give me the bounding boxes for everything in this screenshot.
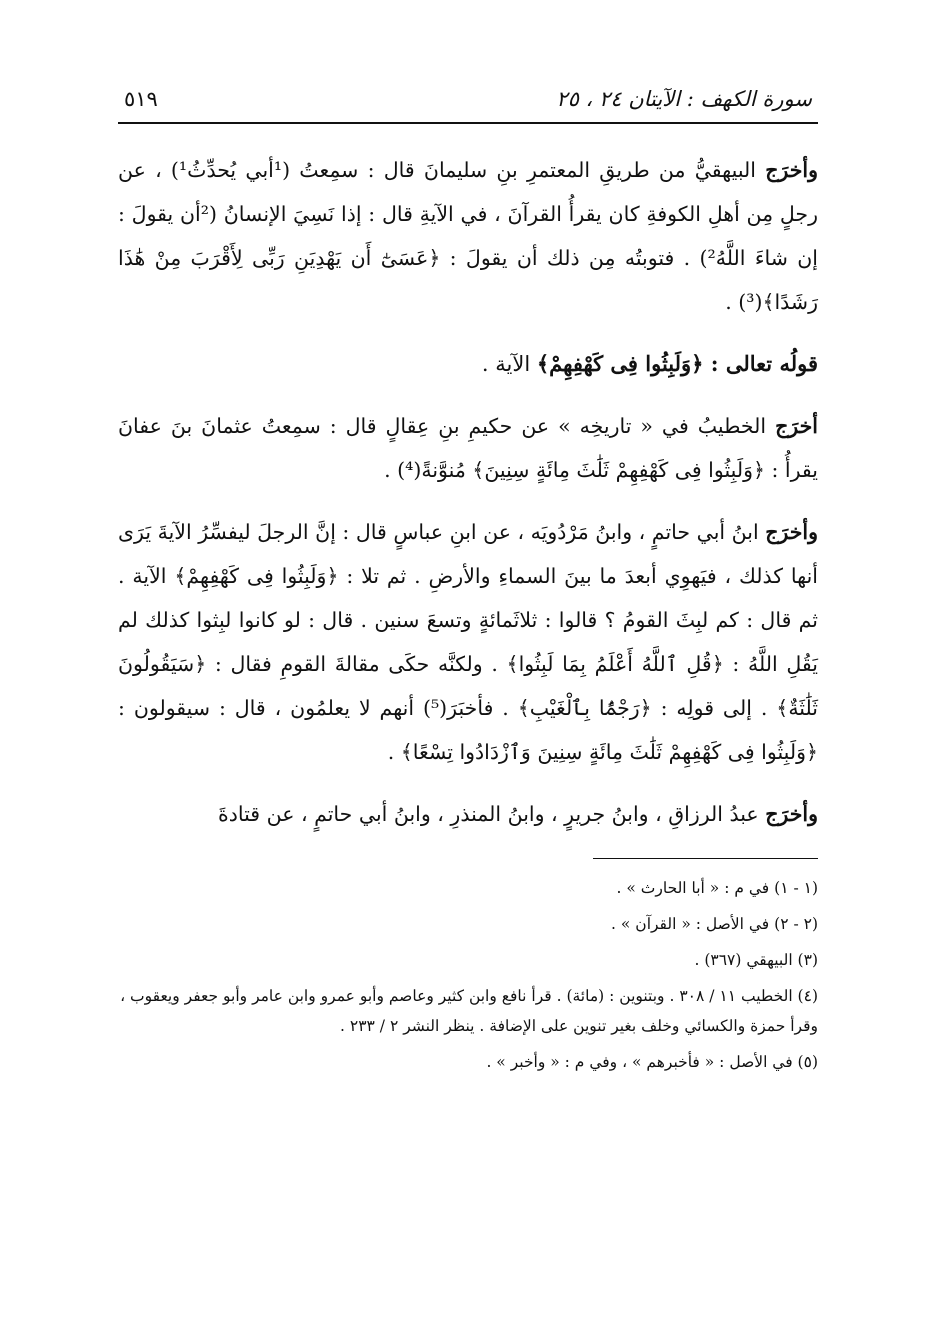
- footnote-separator: [593, 858, 818, 859]
- header-rule: [118, 122, 818, 124]
- paragraph-text: البيهقيُّ من طريقِ المعتمرِ بنِ سليمانَ قال : سمِعتُ (¹أبي يُحدِّثُ¹) ، عن رجلٍ مِن أهلِ الكوفةِ كان يقرأُ القرآنَ ، في الآيةِ قال : إذا نَسِيَ الإنسانُ (²أن يقولَ : إن شاءَ اللَّهُ²) . فتوبتُه مِن ذلك أن يقولَ : ﴿عَسَىٰٓ أَن يَهْدِيَنِ رَبِّى لِأَقْرَبَ مِنْ هَٰذَا رَشَدًا﴾(³) .: [118, 158, 818, 314]
- running-title: سورة الكهف : الآيتان ٢٤ ، ٢٥: [556, 87, 812, 111]
- paragraph-lead: وأخرَج: [765, 802, 818, 826]
- paragraph-text: الخطيبُ في « تاريخِه » عن حكيمِ بنِ عِقالٍ قال : سمِعتُ عثمانَ بنَ عفانَ يقرأُ : ﴿وَلَبِثُوا فِى كَهْفِهِمْ ثَلَٰثَ مِائَةٍ سِنِينَ﴾ مُنوَّنةً(⁴) .: [118, 414, 818, 482]
- paragraph-1: [118, 148, 818, 324]
- footnote-4: (٤) الخطيب ١١ / ٣٠٨ . وبتنوين : (مائة) . قرأ نافع وابن كثير وعاصم وأبو عمرو وابن عامر وأبو جعفر ويعقوب ، وقرأ حمزة والكسائي وخلف بغير تنوين على الإضافة . ينظر النشر ٢ / ٢٣٣ .: [120, 987, 818, 1035]
- verse-heading-text: قولُه تعالى : ﴿وَلَبِثُوا فِى كَهْفِهِمْ﴾: [536, 351, 818, 376]
- footnote-2: (٢ - ٢) في الأصل : « القرآن » .: [611, 915, 818, 933]
- book-page: [118, 70, 818, 1320]
- paragraph-text: ابنُ أبي حاتمٍ ، وابنُ مَرْدُويَه ، عن ابنِ عباسٍ قال : إنَّ الرجلَ ليفسِّرُ الآيةَ يَرَى أنها كذلك ، فيَهوِي أبعدَ ما بينَ السماءِ والأرضِ . ثم تلا : ﴿وَلَبِثُوا فِى كَهْفِهِمْ﴾ الآية . ثم قال : كم لبِثَ القومُ ؟ قالوا : ثلاثَمائةٍ وتسعَ سنين . قال : لو كانوا لبِثوا كذلك لم يَقُلِ اللَّهُ : ﴿قُلِ ٱللَّهُ أَعْلَمُ بِمَا لَبِثُوا﴾ . ولكنَّه حكَى مقالةَ القومِ فقال : ﴿سَيَقُولُونَ ثَلَٰثَةٌ﴾ . إلى قولِه : ﴿رَجْمًۢا بِٱلْغَيْبِ﴾ . فأخبَرَ(⁵) أنهم لا يعلمُون ، قال : سيقولون : ﴿وَلَبِثُوا فِى كَهْفِهِمْ ثَلَٰثَ مِائَةٍ سِنِينَ وَٱزْدَادُوا تِسْعًا﴾ .: [118, 520, 818, 764]
- paragraph-lead: وأخرَج: [765, 520, 818, 544]
- verse-heading-rest: الآية .: [481, 352, 537, 376]
- footnote-5: (٥) في الأصل : « فأخبرهم » ، وفي م : « وأخبر » .: [486, 1053, 818, 1071]
- paragraph-3: [118, 510, 818, 774]
- verse-heading: [118, 342, 818, 386]
- page-header: [118, 70, 818, 120]
- footnote-3: (٣) البيهقي (٣٦٧) .: [694, 951, 818, 969]
- paragraph-text: عبدُ الرزاقِ ، وابنُ جريرٍ ، وابنُ المنذرِ ، وابنُ أبي حاتمٍ ، عن قتادةَ: [217, 802, 766, 826]
- footnotes: [118, 873, 818, 1077]
- footnote-1: (١ - ١) في م : « أبا الحارث » .: [616, 879, 818, 897]
- page-number: ٥١٩: [124, 87, 158, 111]
- paragraph-2: [118, 404, 818, 492]
- paragraph-lead: وأخرَج: [765, 158, 818, 182]
- main-text: [118, 148, 818, 836]
- paragraph-lead: أخرَج: [775, 414, 818, 438]
- paragraph-4: [118, 792, 818, 836]
